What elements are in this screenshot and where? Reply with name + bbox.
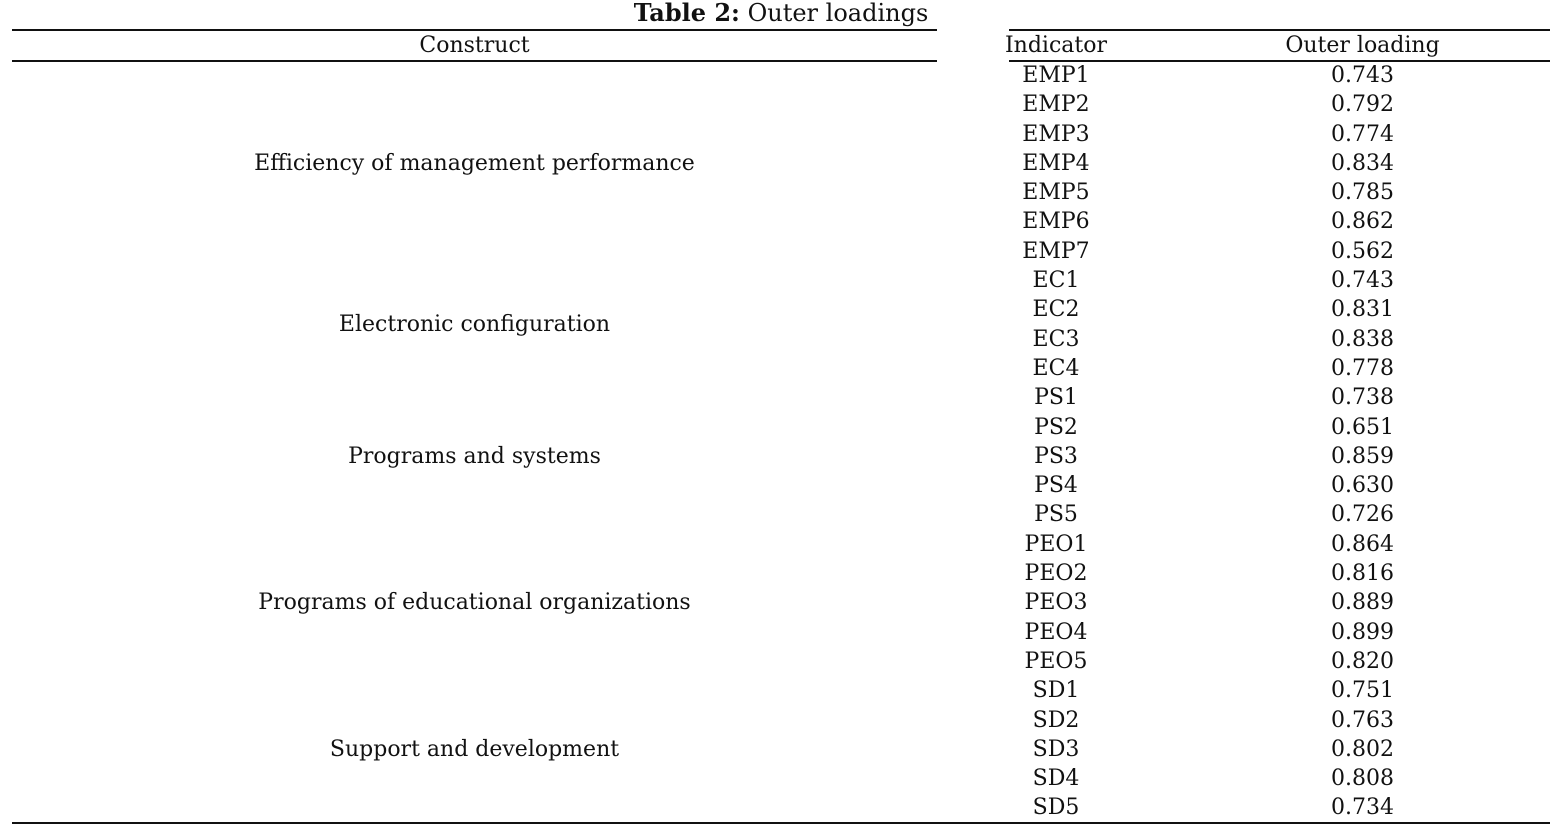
indicator-cell: EMP4 [1022,150,1090,176]
construct-cell: Programs of educational organizations [258,590,691,616]
indicator-cell: PS3 [1034,443,1078,469]
outer-loading-cell: 0.831 [1331,297,1394,323]
indicator-cell: EC3 [1032,326,1080,352]
outer-loading-cell: 0.726 [1331,502,1394,528]
outer-loading-cell: 0.738 [1331,385,1394,411]
table-row [12,61,1550,90]
indicator-cell: PS1 [1034,385,1078,411]
indicator-cell: EMP7 [1022,238,1090,264]
indicator-cell: SD1 [1032,678,1080,704]
construct-cell: Electronic configuration [338,312,611,338]
indicator-cell: PEO3 [1024,590,1088,616]
indicator-cell: PS2 [1034,414,1078,440]
outer-loading-cell: 0.802 [1331,736,1394,762]
construct-cell: Efficiency of management performance [254,150,695,176]
table-caption-title: Outer loadings [747,0,929,27]
outer-loading-cell: 0.763 [1331,707,1394,733]
table-caption-label: Table 2: [633,0,740,27]
indicator-cell: EMP1 [1022,63,1090,88]
table-row [12,676,1550,705]
indicator-cell: PS4 [1034,473,1078,499]
indicator-cell: EMP3 [1022,121,1090,147]
indicator-cell: SD2 [1032,707,1080,733]
header-construct: Construct [419,33,530,58]
outer-loading-cell: 0.889 [1331,590,1394,616]
indicator-cell: PS5 [1034,502,1078,528]
table-header [12,30,1550,61]
outer-loading-cell: 0.743 [1331,63,1394,88]
outer-loading-cell: 0.838 [1331,326,1394,352]
outer-loading-cell: 0.862 [1331,209,1394,235]
outer-loading-cell: 0.751 [1331,678,1394,704]
construct-cell: Programs and systems [348,443,601,469]
header-indicator: Indicator [1004,33,1108,58]
indicator-cell: SD5 [1032,795,1080,821]
construct-cell: Support and development [329,736,620,762]
outer-loading-cell: 0.774 [1331,121,1394,147]
table-row [12,266,1550,295]
outer-loading-cell: 0.864 [1331,531,1394,557]
indicator-cell: EC2 [1032,297,1080,323]
indicator-cell: EC1 [1032,268,1080,294]
outer-loading-cell: 0.834 [1331,150,1394,176]
indicator-cell: SD4 [1032,766,1080,792]
table-body [12,61,1550,823]
outer-loading-cell: 0.899 [1331,619,1394,645]
outer-loading-cell: 0.785 [1331,180,1394,206]
outer-loading-cell: 0.743 [1331,268,1394,294]
outer-loadings-table [12,30,1550,823]
header-row [12,30,1550,61]
outer-loading-cell: 0.651 [1331,414,1394,440]
outer-loading-cell: 0.808 [1331,766,1394,792]
indicator-cell: EC4 [1032,355,1080,381]
indicator-cell: PEO4 [1024,619,1088,645]
table-caption [0,0,1562,27]
indicator-cell: SD3 [1032,736,1080,762]
outer-loading-cell: 0.630 [1331,473,1394,499]
table-row [12,383,1550,412]
indicator-cell: PEO2 [1024,561,1088,587]
table-row [12,530,1550,559]
indicator-cell: EMP5 [1022,180,1090,206]
outer-loading-cell: 0.792 [1331,92,1394,118]
outer-loading-cell: 0.562 [1331,238,1394,264]
indicator-cell: EMP2 [1022,92,1090,118]
outer-loading-cell: 0.778 [1331,355,1394,381]
outer-loading-cell: 0.816 [1331,561,1394,587]
outer-loading-cell: 0.859 [1331,443,1394,469]
indicator-cell: EMP6 [1022,209,1090,235]
outer-loading-cell: 0.820 [1331,648,1394,674]
header-outer-loading: Outer loading [1285,33,1440,58]
indicator-cell: PEO1 [1024,531,1088,557]
indicator-cell: PEO5 [1024,648,1088,674]
outer-loading-cell: 0.734 [1331,795,1394,821]
